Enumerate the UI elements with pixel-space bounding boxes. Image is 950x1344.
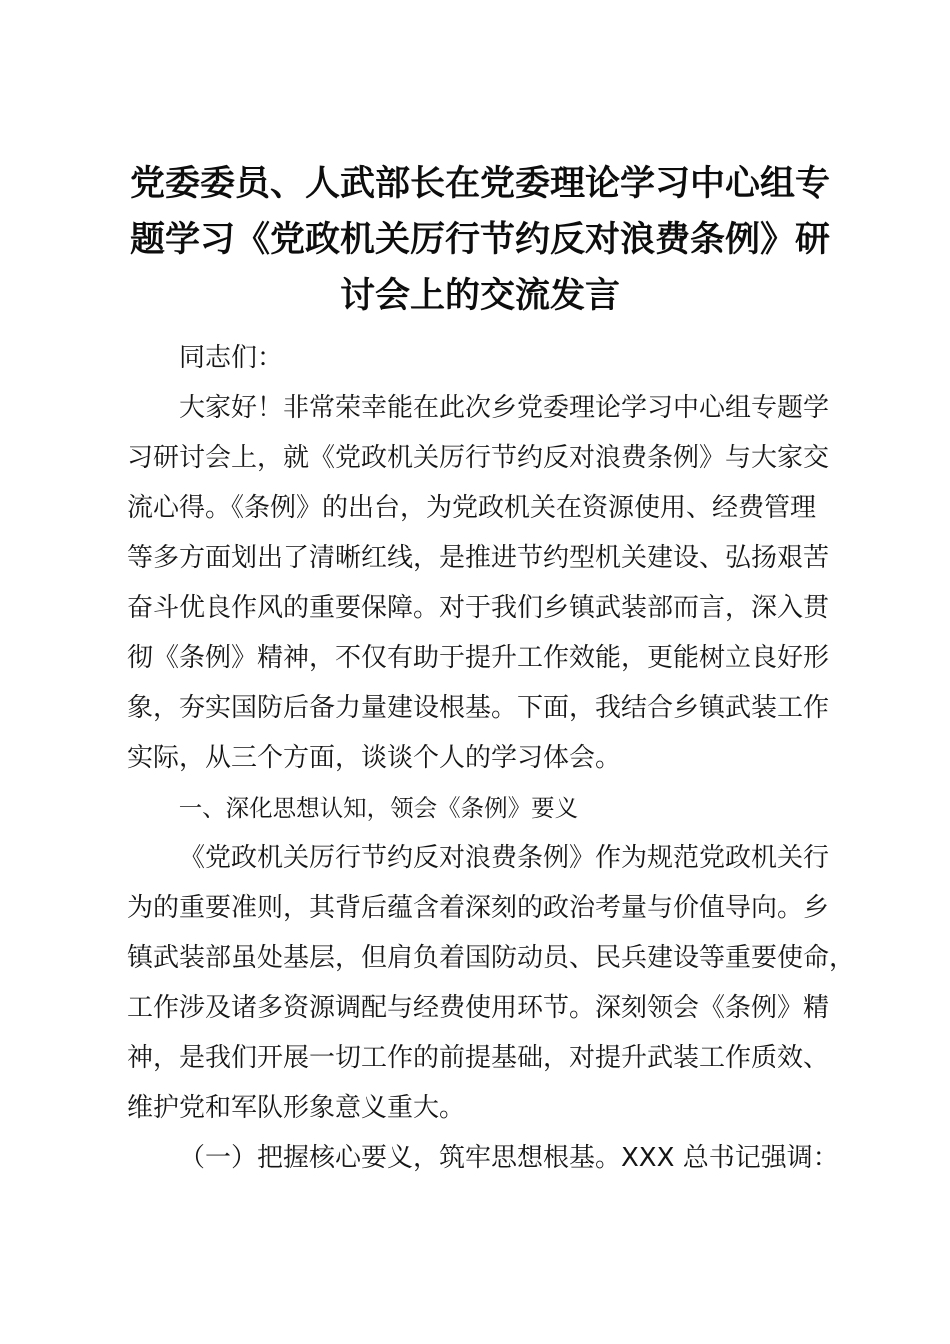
paragraph-line: 流心得。《条例》的出台，为党政机关在资源使用、经费管理 [127,493,817,523]
paragraph-line: 《党政机关厉行节约反对浪费条例》作为规范党政机关行 [179,843,830,873]
title-line: 讨会上的交流发言 [339,276,620,316]
paragraph-line: 神，是我们开展一切工作的前提基础，对提升武装工作质效、 [127,1043,830,1073]
paragraph-line: 等多方面划出了清晰红线，是推进节约型机关建设、弘扬艰苦 [127,543,830,573]
paragraph-line: 大家好！非常荣幸能在此次乡党委理论学习中心组专题学 [179,393,830,423]
paragraph-line: 为的重要准则，其背后蕴含着深刻的政治考量与价值导向。乡 [127,893,830,923]
salutation-text: 同志们： [179,343,284,373]
paragraph-line: 维护党和军队形象意义重大。 [127,1093,466,1123]
subsection-paragraph [127,1133,839,1183]
document-body [127,333,856,1183]
intro-paragraph [127,383,831,783]
salutation [127,333,831,383]
subsection-text: （一）把握核心要义，筑牢思想根基。XXX 总书记强调： [179,1143,839,1173]
title-line: 题学习《党政机关厉行节约反对浪费条例》研 [129,220,830,260]
section-one-paragraph [127,833,856,1133]
document-title [125,156,835,324]
paragraph-line: 象，夯实国防后备力量建设根基。下面，我结合乡镇武装工作 [127,693,830,723]
paragraph-line: 彻《条例》精神，不仅有助于提升工作效能，更能树立良好形 [127,643,830,673]
paragraph-line: 镇武装部虽处基层，但肩负着国防动员、民兵建设等重要使命， [127,943,856,973]
paragraph-line: 实际，从三个方面，谈谈个人的学习体会。 [127,743,622,773]
paragraph-line: 工作涉及诸多资源调配与经费使用环节。深刻领会《条例》精 [127,993,830,1023]
title-line: 党委委员、人武部长在党委理论学习中心组专 [129,164,830,204]
section-heading: 一、深化思想认知，领会《条例》要义 [178,794,579,822]
paragraph-line: 奋斗优良作风的重要保障。对于我们乡镇武装部而言，深入贯 [127,593,830,623]
paragraph-line: 习研讨会上，就《党政机关厉行节约反对浪费条例》与大家交 [127,443,830,473]
